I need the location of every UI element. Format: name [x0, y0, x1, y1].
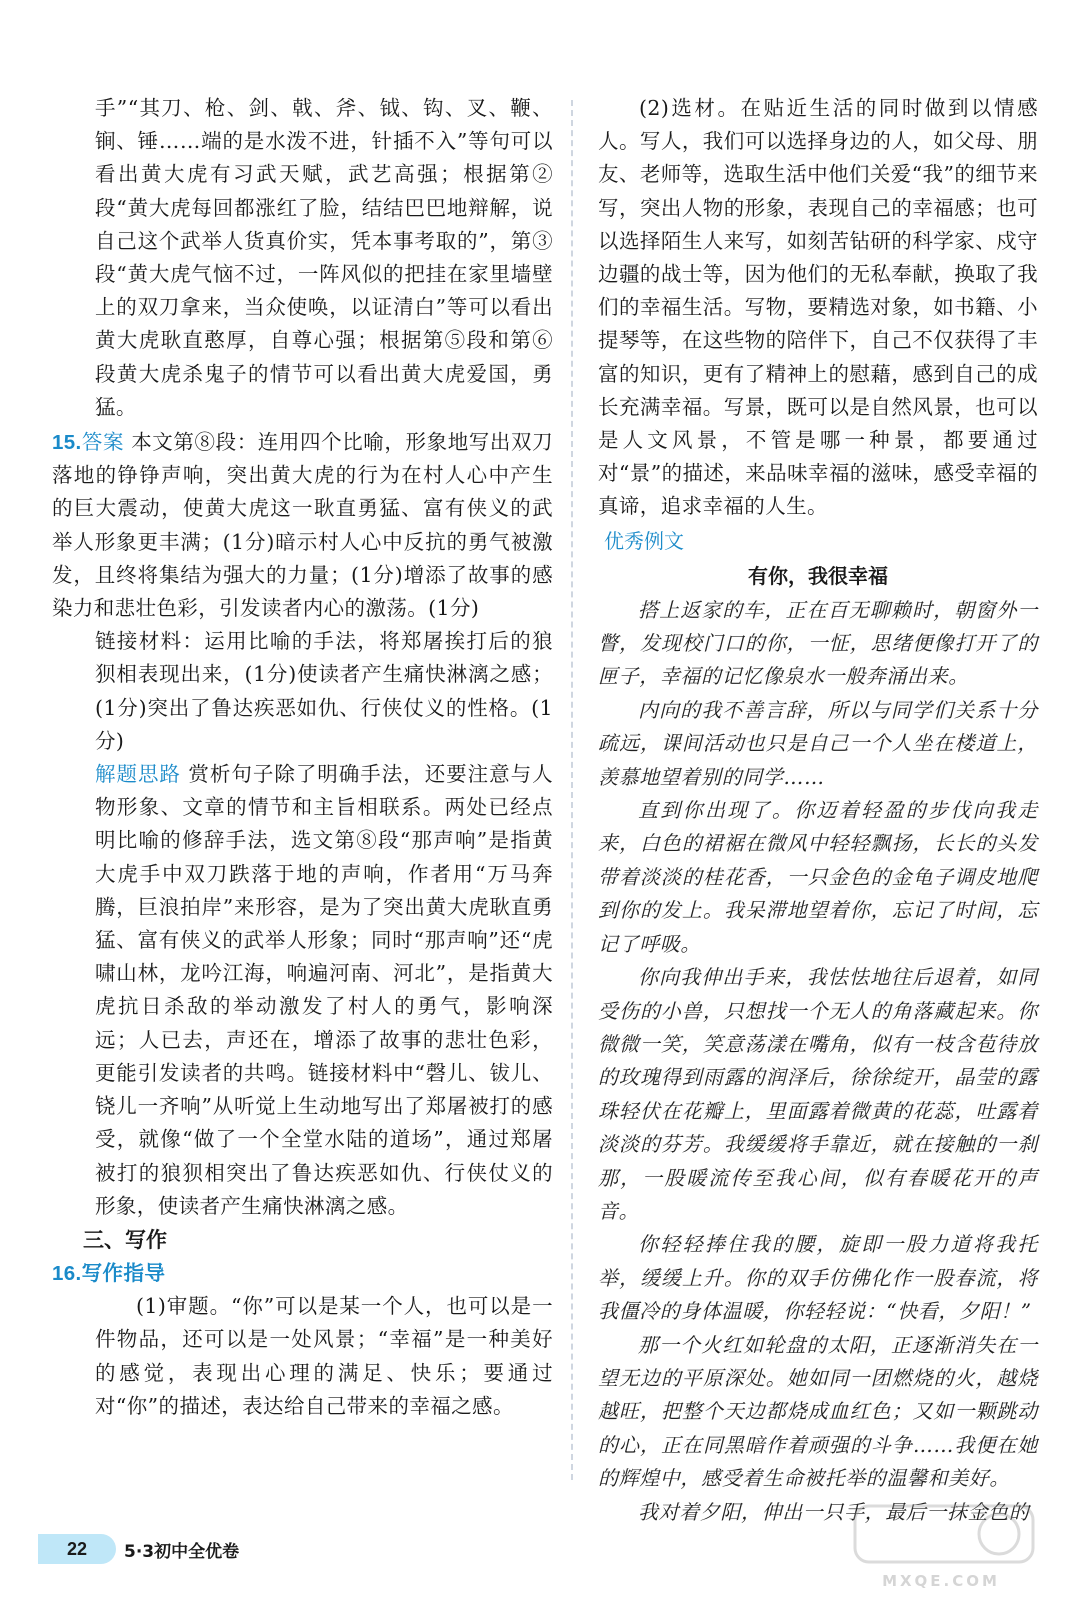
example-essay-label: 优秀例文	[604, 528, 684, 553]
watermark-site: MXQE.COM	[882, 1572, 1000, 1590]
essay-paragraph: 我对着夕阳，伸出一只手，最后一抹金色的	[638, 1499, 1030, 1524]
essay-paragraph: 搭上返家的车，正在百无聊赖时，朝窗外一瞥，发现校门口的你，一怔，思绪便像打开了的匣子，幸福的记忆像泉水一般奔涌出来。	[598, 597, 1038, 689]
question-number-15: 15.	[51, 431, 82, 455]
answer-14-continuation: 手”“其刀、枪、剑、戟、斧、钺、钩、叉、鞭、锏、锤……端的是水泼不进，针插不入”等句可以看出黄大虎有习武天赋，武艺高强；根据第②段“黄大虎每回都涨红了脸，结结巴巴地辩解，说自己这个武举人货真价实，凭本事考取的”，第③段“黄大虎气恼不过，一阵风似的把挂在家里墙壁上的双刀拿来，当众使唤，以证清白”等可以看出黄大虎耿直憨厚，自尊心强；根据第⑤段和第⑥段黄大虎杀鬼子的情节可以看出黄大虎爱国，勇猛。	[95, 96, 553, 419]
page-footer	[38, 1534, 248, 1564]
watermark-logo	[849, 1500, 1039, 1596]
right-column	[598, 92, 1038, 1529]
section-writing-heading: 三、写作	[83, 1227, 167, 1252]
answer-tag: 答案	[81, 430, 125, 455]
book-brand: 5·3初中全优卷	[124, 1541, 240, 1562]
watermark-icon	[849, 1500, 1039, 1596]
answer-15-analysis	[95, 758, 553, 1223]
analysis-tag: 解题思路	[95, 762, 181, 787]
essay-paragraph: 直到你出现了。你迈着轻盈的步伐向我走来，白色的裙裾在微风中轻轻飘扬，长长的头发带着淡淡的桂花香，一只金色的金龟子调皮地爬到你的发上。我呆滞地望着你，忘记了时间，忘记了呼吸。	[598, 798, 1038, 956]
essay-paragraph: 内向的我不善言辞，所以与同学们关系十分疏远，课间活动也只是自己一个人坐在楼道上，羡慕地望着别的同学……	[598, 697, 1038, 789]
question-16-heading	[52, 1257, 553, 1290]
column-divider	[571, 100, 573, 1480]
essay-title: 有你，我很幸福	[748, 563, 888, 588]
answer-15	[52, 426, 553, 625]
essay-paragraph: 你轻轻捧住我的腰，旋即一股力道将我托举，缓缓上升。你的双手仿佛化作一股春流，将我僵冷的身体温暖，你轻轻说：“快看，夕阳！”	[598, 1232, 1038, 1324]
writing-guide-step1: (1)审题。“你”可以是某一个人，也可以是一件物品，还可以是一处风景；“幸福”是一种美好的感觉，表现出心理的满足、快乐；要通过对“你”的描述，表达给自己带来的幸福之感。	[95, 1294, 553, 1418]
question-number-16: 16.	[51, 1261, 82, 1285]
left-column	[51, 92, 553, 1423]
analysis-text: 赏析句子除了明确手法，还要注意与人物形象、文章的情节和主旨相联系。两处已经点明比喻的修辞手法，选文第⑧段“那声响”是指黄大虎手中双刀跌落于地的声响，作者用“万马奔腾，巨浪拍岸”来形容，是为了突出黄大虎耿直勇猛、富有侠义的武举人形象；同时“那声响”还“虎啸山林，龙吟江海，响遍河南、河北”，是指黄大虎抗日杀敌的举动激发了村人的勇气，影响深远；人已去，声还在，增添了故事的悲壮色彩，更能引发读者的共鸣。链接材料中“磬儿、钹儿、铙儿一齐响”从听觉上生动地写出了郑屠被打的感受，就像“做了一个全堂水陆的道场”，通过郑屠被打的狼狈相突出了鲁达疾恶如仇、行侠仗义的形象，使读者产生痛快淋漓之感。	[95, 762, 553, 1218]
writing-guide-step2: (2)选材。在贴近生活的同时做到以情感人。写人，我们可以选择身边的人，如父母、朋友、老师等，选取生活中他们关爱“我”的细节来写，突出人物的形象，表现自己的幸福感；也可以选择陌生人来写，如刻苦钻研的科学家、戍守边疆的战士等，因为他们的无私奉献，换取了我们的幸福生活。写物，要精选对象，如书籍、小提琴等，在这些物的陪伴下，自己不仅获得了丰富的知识，更有了精神上的慰藉，感到自己的成长充满幸福。写景，既可以是自然风景，也可以是人文风景，不管是哪一种景，都要通过对“景”的描述，来品味幸福的滋味，感受幸福的真谛，追求幸福的人生。	[598, 96, 1038, 519]
essay-paragraph: 你向我伸出手来，我怯怯地往后退着，如同受伤的小兽，只想找一个无人的角落藏起来。你微微一笑，笑意荡漾在嘴角，似有一枝含苞待放的玫瑰得到雨露的润泽后，徐徐绽开，晶莹的露珠轻伏在花瓣上，里面露着微黄的花蕊，吐露着淡淡的芬芳。我缓缓将手靠近，就在接触的一刹那，一股暖流传至我心间，似有春暖花开的声音。	[598, 965, 1038, 1223]
writing-guide-tag: 写作指导	[81, 1260, 166, 1285]
answer-15-link-material: 链接材料：运用比喻的手法，将郑屠挨打后的狼狈相表现出来，(1分)使读者产生痛快淋漓之感；(1分)突出了鲁达疾恶如仇、行侠仗义的性格。(1分)	[95, 629, 553, 753]
page-number: 22	[38, 1534, 116, 1564]
answer-15-text: 本文第⑧段：连用四个比喻，形象地写出双刀落地的铮铮声响，突出黄大虎的行为在村人心中产生的巨大震动，使黄大虎这一耿直勇猛、富有侠义的武举人形象更丰满；(1分)暗示村人心中反抗的勇气被激发，且终将集结为强大的力量；(1分)增添了故事的感染力和悲壮色彩，引发读者内心的激荡。(1分)	[51, 430, 553, 621]
essay-paragraph: 那一个火红如轮盘的太阳，正逐渐消失在一望无边的平原深处。她如同一团燃烧的火，越烧越旺，把整个天边都烧成血红色；又如一颗跳动的心，正在同黑暗作着顽强的斗争……我便在她的辉煌中，感受着生命被托举的温馨和美好。	[598, 1332, 1038, 1491]
